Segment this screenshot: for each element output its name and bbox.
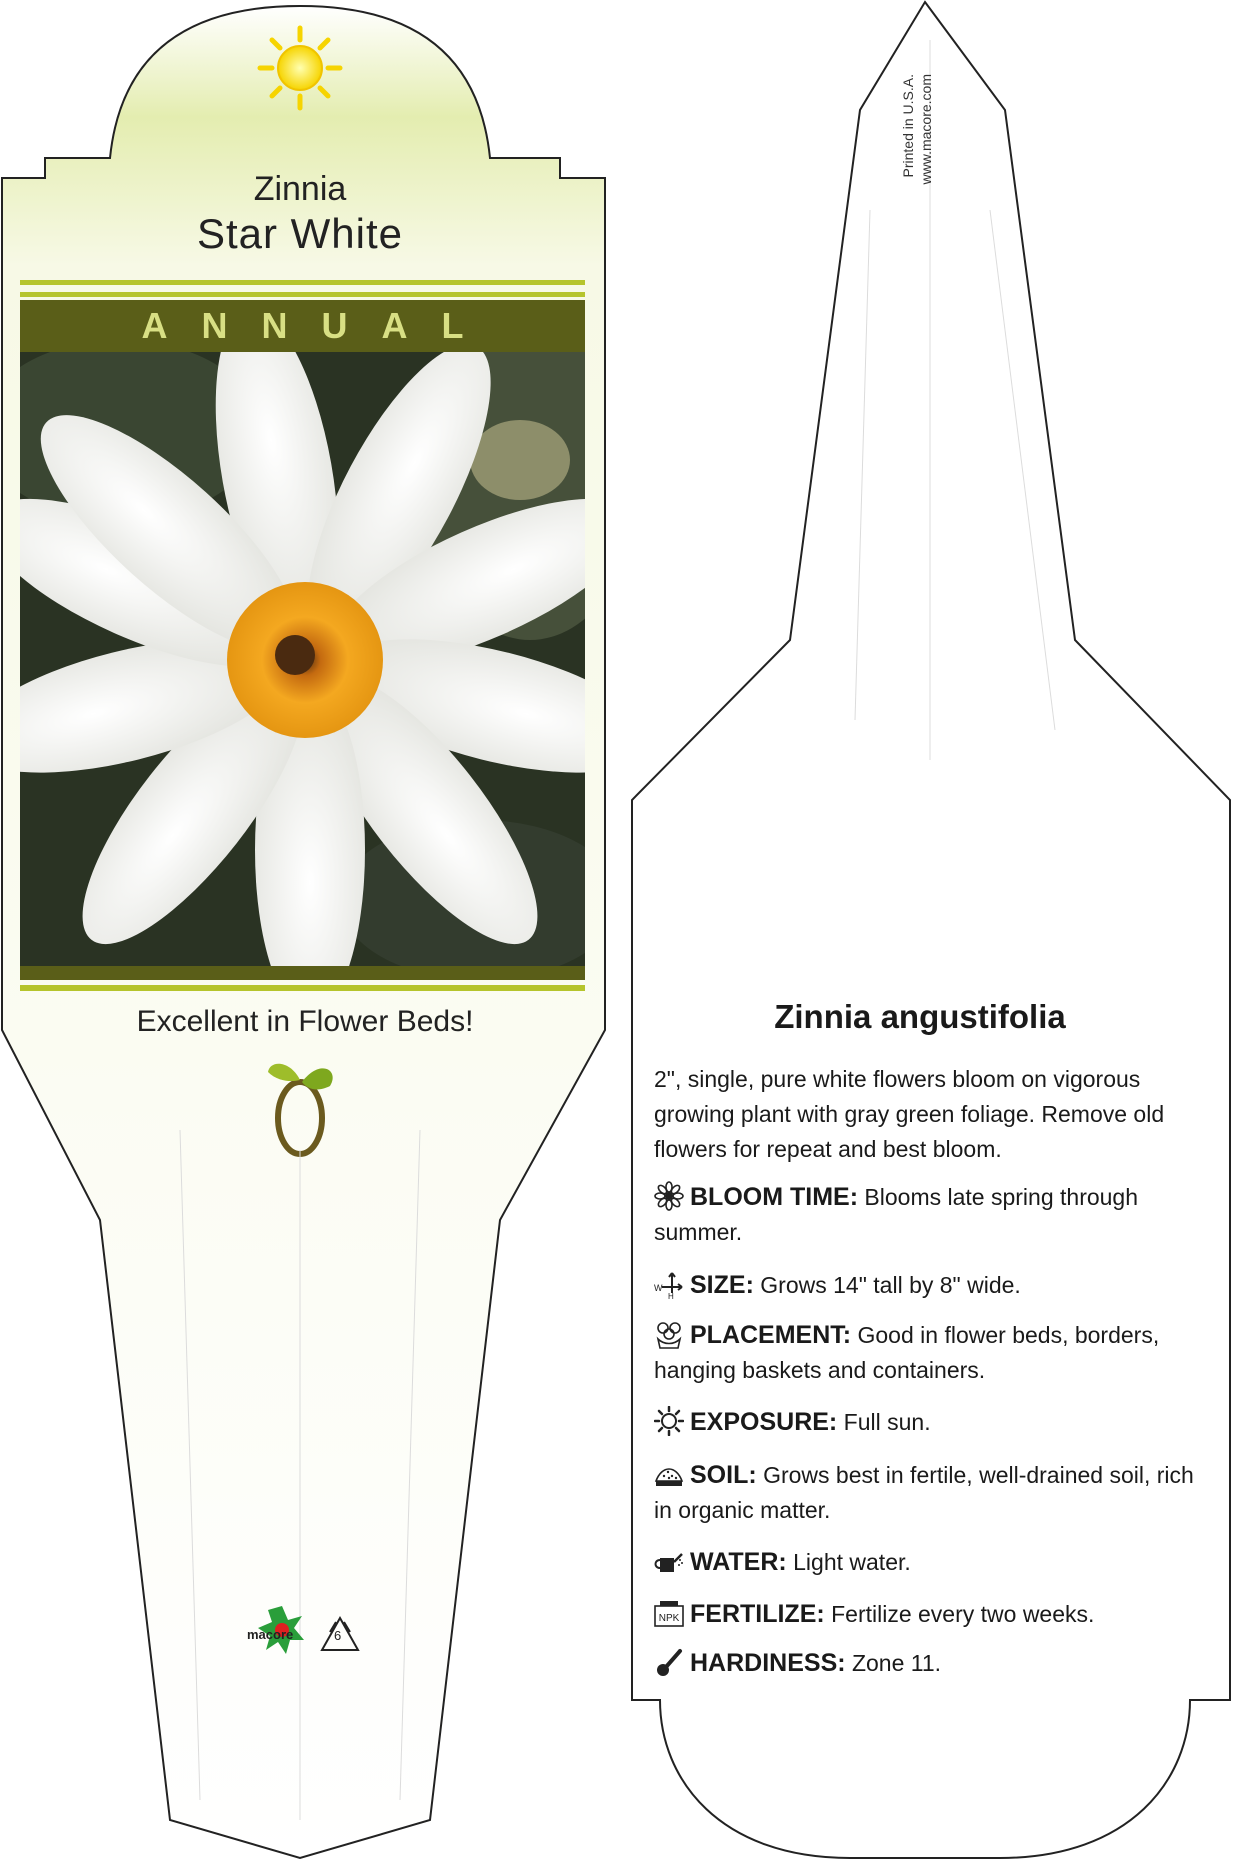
care-text: Grows 14" tall by 8" wide. xyxy=(760,1272,1021,1298)
watering-can-icon xyxy=(654,1546,684,1576)
care-label: SIZE: xyxy=(690,1271,754,1299)
scientific-name: Zinnia angustifolia xyxy=(774,998,1066,1035)
flower-icon xyxy=(654,1181,684,1211)
care-text: Blooms late spring through summer. xyxy=(654,1184,1139,1245)
front-tag xyxy=(0,6,668,1858)
care-text: Fertilize every two weeks. xyxy=(831,1601,1095,1627)
size-icon xyxy=(654,1269,684,1299)
npk-icon-text: NPK xyxy=(658,1613,680,1624)
care-soil xyxy=(654,1458,1194,1528)
npk-icon xyxy=(654,1598,684,1628)
care-label: FERTILIZE: xyxy=(690,1600,825,1628)
care-fertilize xyxy=(654,1597,1194,1632)
annual-banner: ANNUAL xyxy=(141,305,498,346)
size-icon-w: W xyxy=(654,1283,663,1293)
cultivar-name: Star White xyxy=(196,210,404,257)
care-text: Grows best in fertile, well-drained soil, rich in organic matter. xyxy=(654,1462,1194,1523)
care-water xyxy=(654,1545,1194,1580)
sun-icon xyxy=(654,1406,684,1436)
care-label: BLOOM TIME: xyxy=(690,1183,859,1211)
thermometer-icon xyxy=(654,1647,684,1677)
genus-name: Zinnia xyxy=(253,170,347,208)
plant-description: 2", single, pure white flowers bloom on vigorous growing plant with gray green foliage. Remove old flowers for repeat and best bloom. xyxy=(654,1066,1165,1162)
size-icon-h: H xyxy=(668,1292,674,1299)
care-exposure xyxy=(654,1405,1194,1440)
tagline: Excellent in Flower Beds! xyxy=(136,1005,474,1038)
care-label: HARDINESS: xyxy=(690,1649,846,1677)
full-sun-icon xyxy=(260,28,340,108)
placement-icon xyxy=(654,1319,684,1349)
soil-icon xyxy=(654,1459,684,1489)
printed-in-usa: Printed in U.S.A. xyxy=(900,74,916,178)
care-text: Good in flower beds, borders, hanging baskets and containers. xyxy=(654,1322,1160,1383)
macore-logo-text: macore xyxy=(247,1627,294,1642)
care-text: Zone 11. xyxy=(851,1650,942,1676)
recycle-number: 6 xyxy=(334,1628,342,1643)
care-size xyxy=(654,1268,1194,1303)
care-label: SOIL: xyxy=(690,1461,757,1489)
flower-photo xyxy=(0,301,668,1015)
care-bloom-time xyxy=(654,1180,1194,1250)
care-text: Light water. xyxy=(793,1549,911,1575)
care-label: PLACEMENT: xyxy=(690,1321,852,1349)
care-text: Full sun. xyxy=(843,1409,931,1435)
care-label: WATER: xyxy=(690,1548,787,1576)
care-hardiness xyxy=(654,1646,1194,1681)
website-url: www.macore.com xyxy=(918,74,934,185)
care-placement xyxy=(654,1318,1194,1388)
care-label: EXPOSURE: xyxy=(690,1408,838,1436)
